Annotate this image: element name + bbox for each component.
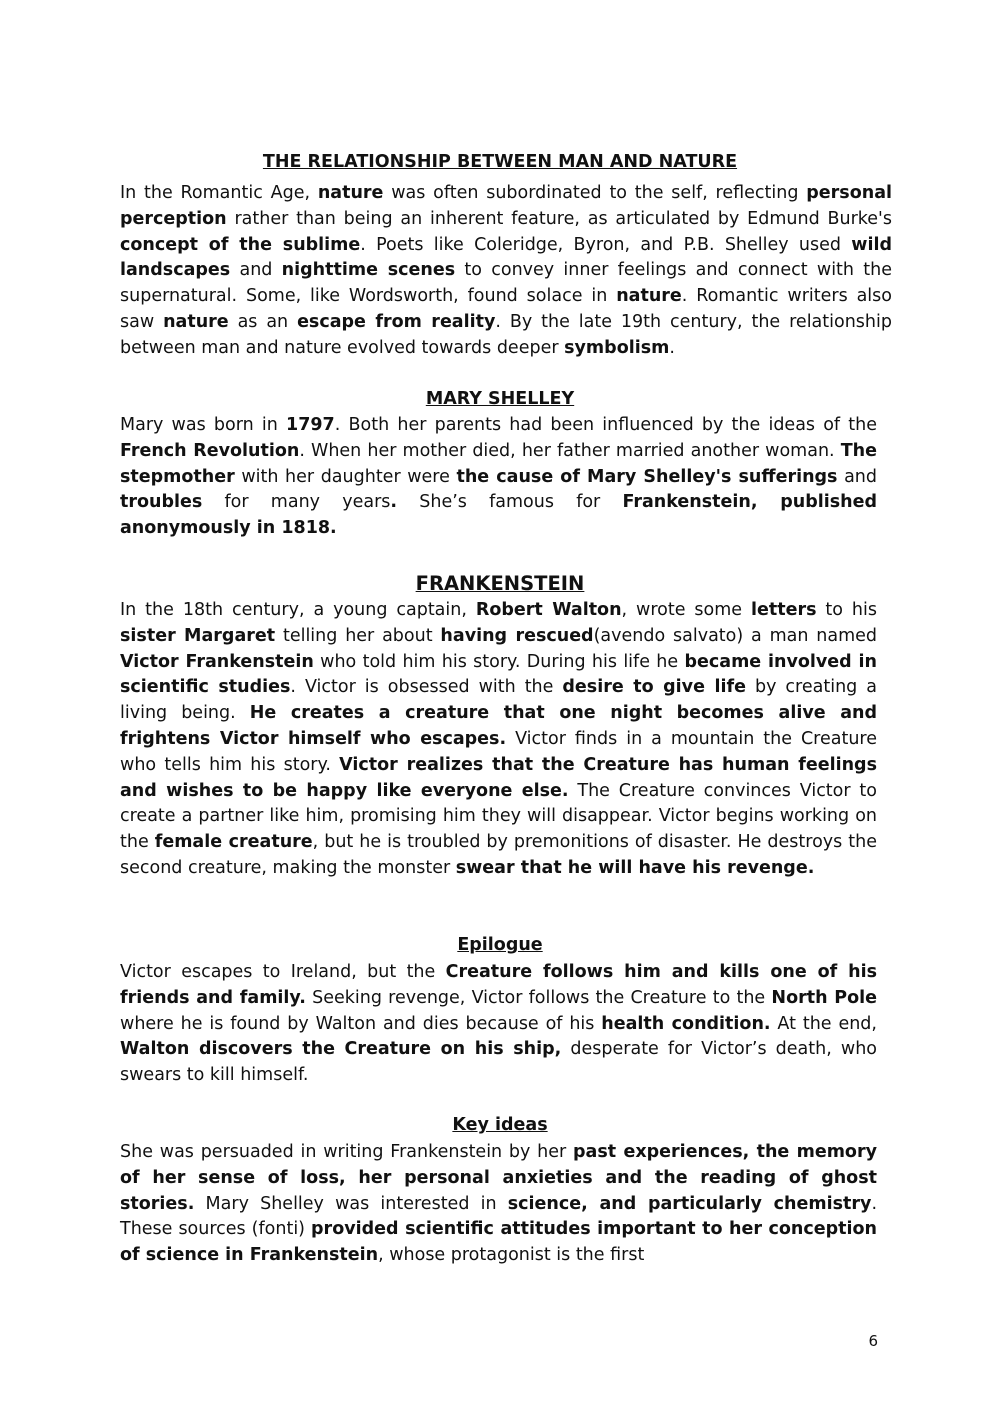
- bold-text-run: desire to give life: [562, 677, 746, 698]
- text-run: Mary Shelley was interested in: [194, 1193, 508, 1214]
- bold-text-run: Frankenstein, published anonymously in 1818.: [120, 492, 877, 539]
- bold-text-run: the cause of Mary Shelley's sufferings: [456, 466, 838, 487]
- paragraph-epilogue: [120, 960, 877, 1089]
- text-run: , whose protagonist is the first: [378, 1245, 645, 1266]
- text-run: Victor finds in a mountain the Creature who tells him his story.: [120, 728, 877, 775]
- bold-text-run: sister Margaret: [120, 625, 276, 646]
- bold-text-run: Victor realizes that the Creature has human feelings and wishes to be happy like everyone else.: [120, 754, 877, 801]
- bold-text-run: concept of the sublime: [120, 234, 361, 255]
- bold-text-run: Robert Walton: [475, 600, 622, 620]
- bold-text-run: escape from reality: [297, 311, 496, 332]
- text-run: At the end,: [770, 1013, 877, 1034]
- bold-text-run: The stepmother: [120, 440, 877, 487]
- bold-text-run: nature: [163, 311, 229, 332]
- paragraph-mary-shelley: [120, 413, 877, 542]
- text-run: In the Romantic Age,: [120, 183, 318, 203]
- text-run: . Victor is obsessed with the: [290, 677, 563, 698]
- paragraph-key-ideas: [120, 1140, 877, 1269]
- text-run: rather than being an inherent feature, as articulated by Edmund Burke's: [226, 208, 892, 229]
- text-run: . Romantic writers also saw: [120, 286, 892, 332]
- text-run: and: [837, 466, 877, 487]
- bold-text-run: Walton discovers the Creature on his ship,: [120, 1039, 562, 1060]
- paragraph-frankenstein: [120, 598, 877, 882]
- text-run: She was persuaded in writing Frankenstein by her: [120, 1142, 574, 1162]
- section-heading-frankenstein: FRANKENSTEIN: [415, 572, 585, 595]
- text-run: was often subordinated to the self, reflecting: [383, 183, 807, 203]
- text-run: and: [230, 260, 282, 281]
- paragraph-nature: [120, 181, 892, 362]
- text-run: (avendo salvato) a man named: [593, 625, 878, 646]
- section-heading-nature: THE RELATIONSHIP BETWEEN MAN AND NATURE: [262, 152, 738, 172]
- text-run: , wrote some: [621, 600, 751, 620]
- bold-text-run: female creature: [154, 832, 313, 853]
- page-number: 6: [868, 1332, 878, 1350]
- bold-text-run: symbolism: [564, 337, 670, 358]
- bold-text-run: letters: [750, 600, 817, 620]
- bold-text-run: nighttime scenes: [281, 260, 456, 281]
- bold-text-run: provided scientific attitudes important to her conception of science in Frankenstein: [120, 1219, 877, 1266]
- text-run: to convey inner feelings and connect with the supernatural. Some, like Wordsworth, found solace in: [120, 260, 892, 307]
- text-run: Seeking revenge, Victor follows the Creature to the: [305, 987, 772, 1008]
- bold-text-run: science, and particularly chemistry: [507, 1193, 872, 1214]
- text-run: , but he is troubled by premonitions of disaster. He destroys the second creature, making the monster: [120, 832, 877, 878]
- text-run: The Creature convinces Victor to create a partner like him, promising him they will disappear. Victor begins working on the: [120, 780, 877, 853]
- bold-text-run: French Revolution: [120, 440, 300, 461]
- section-heading-epilogue: Epilogue: [457, 935, 543, 955]
- text-run: where he is found by Walton and dies because of his: [120, 1013, 602, 1034]
- bold-text-run: North Pole: [771, 987, 877, 1008]
- section-heading-key-ideas: Key ideas: [452, 1115, 548, 1135]
- bold-text-run: health condition.: [601, 1013, 771, 1034]
- text-run: . By the late 19th century, the relationship between man and nature evolved towards deeper: [120, 311, 892, 358]
- bold-text-run: nature: [317, 183, 384, 203]
- text-run: by creating a living being.: [120, 677, 877, 724]
- text-run: desperate for Victor’s death, who swears to kill himself.: [120, 1039, 877, 1086]
- bold-text-run: swear that he will have his revenge.: [455, 857, 815, 878]
- text-run: who told him his story. During his life he: [313, 651, 685, 672]
- text-run: She’s famous for: [397, 492, 623, 513]
- bold-text-run: nature: [616, 286, 682, 307]
- bold-text-run: personal perception: [120, 183, 892, 229]
- bold-text-run: .: [390, 492, 398, 513]
- text-run: . Both her parents had been influenced by the ideas of the: [334, 415, 877, 435]
- text-run: . These sources (fonti): [120, 1193, 878, 1240]
- bold-text-run: past experiences, the memory of her sense of loss, her personal anxieties and the reading of ghost stories.: [120, 1142, 877, 1214]
- text-run: . When her mother died, her father married another woman.: [299, 440, 841, 461]
- text-run: as an: [228, 311, 298, 332]
- text-run: Victor escapes to Ireland, but the: [120, 962, 446, 982]
- text-run: .: [669, 337, 675, 358]
- text-run: for many years: [202, 492, 391, 513]
- bold-text-run: having rescued: [440, 625, 594, 646]
- text-run: . Poets like Coleridge, Byron, and P.B. Shelley used: [360, 234, 852, 255]
- bold-text-run: wild landscapes: [120, 234, 892, 281]
- bold-text-run: Creature follows him and kills one of his friends and family.: [120, 962, 877, 1008]
- section-heading-mary-shelley: MARY SHELLEY: [425, 389, 575, 409]
- bold-text-run: He creates a creature that one night becomes alive and frightens Victor himself who escapes.: [120, 703, 877, 749]
- text-run: with her daughter were: [234, 466, 457, 487]
- bold-text-run: became involved in scientific studies: [120, 651, 878, 698]
- bold-text-run: 1797: [286, 415, 335, 435]
- text-run: to his: [816, 600, 877, 620]
- bold-text-run: Victor Frankenstein: [120, 651, 314, 672]
- text-run: telling her about: [275, 625, 441, 646]
- text-run: Mary was born in: [120, 415, 287, 435]
- text-run: In the 18th century, a young captain,: [120, 600, 476, 620]
- bold-text-run: troubles: [120, 492, 203, 513]
